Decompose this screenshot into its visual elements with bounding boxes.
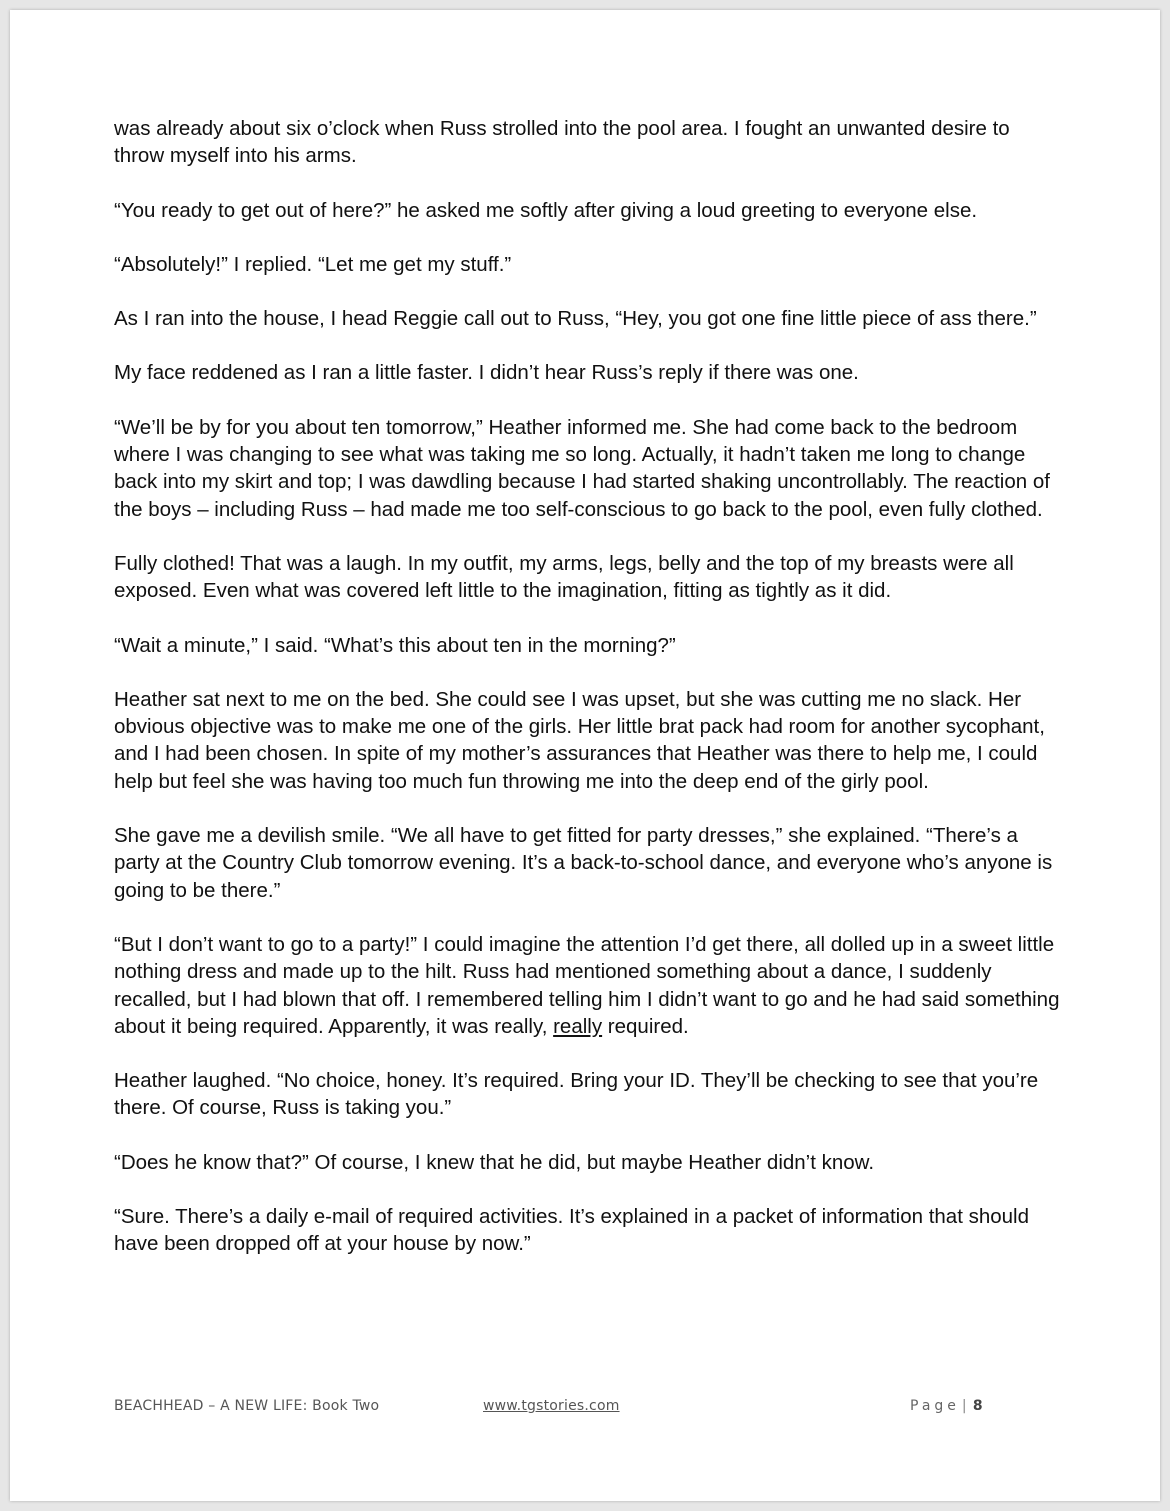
page-label: Page [910,1398,960,1414]
paragraph: “Does he know that?” Of course, I knew that he did, but maybe Heather didn’t know. [114,1150,875,1174]
footer-website-link[interactable]: www.tgstories.com [483,1398,620,1414]
paragraph [114,931,1064,1040]
paragraph: She gave me a devilish smile. “We all have to get fitted for party dresses,” she explained. “There’s a party at the Country Club tomorrow evening. It’s a back-to-school dance, and everyone who’s anyone is going to be there.” [114,824,1053,902]
paragraph: Heather sat next to me on the bed. She could see I was upset, but she was cutting me no slack. Her obvious objective was to make me one of the girls. Her little brat pack had room for another sycophant, and I had been chosen. In spite of my mother’s assurances that Heather was there to help me, I could help but feel she was having too much fun throwing me into the deep end of the girly pool. [114,687,1045,793]
document-page [10,10,1160,1501]
paragraph: Fully clothed! That was a laugh. In my outfit, my arms, legs, belly and the top of my breasts were all exposed. Even what was covered left little to the imagination, fitting as tightly as it did. [114,551,1014,603]
underlined-word: really [553,1014,603,1038]
paragraph: “Sure. There’s a daily e-mail of required activities. It’s explained in a packet of information that should have been dropped off at your house by now.” [114,1205,1030,1256]
paragraph: “Absolutely!” I replied. “Let me get my stuff.” [114,252,512,276]
page-number: 8 [972,1398,983,1414]
paragraph: was already about six o’clock when Russ strolled into the pool area. I fought an unwanted desire to throw myself into his arms. [114,117,1010,168]
paragraph: Heather laughed. “No choice, honey. It’s required. Bring your ID. They’ll be checking to see that you’re there. Of course, Russ is taking you.” [114,1069,1039,1120]
paragraph: “We’ll be by for you about ten tomorrow,” Heather informed me. She had come back to the bedroom where I was changing to see what was taking me so long. Actually, it hadn’t taken me long to change back into my skirt and top; I was dawdling because I had started shaking uncontrollably. The reaction of the boys – including Russ – had made me too self-conscious to go back to the pool, even fully clothed. [114,415,1050,521]
footer-book-title: BEACHHEAD – A NEW LIFE: Book Two [114,1398,380,1414]
paragraph: My face reddened as I ran a little faster. I didn’t hear Russ’s reply if there was one. [114,361,859,385]
paragraph: “Wait a minute,” I said. “What’s this about ten in the morning?” [114,633,676,657]
body-text [114,115,1064,1285]
page-separator: | [961,1398,967,1414]
paragraph: As I ran into the house, I head Reggie call out to Russ, “Hey, you got one fine little piece of ass there.” [114,307,1037,331]
footer-page-indicator [910,1398,983,1414]
paragraph: “You ready to get out of here?” he asked me softly after giving a loud greeting to everyone else. [114,198,978,222]
paragraph-text-before: “But I don’t want to go to a party!” I could imagine the attention I’d get there, all dolled up in a sweet little nothing dress and made up to the hilt. Russ had mentioned something about a dance, I suddenly recalled, but I had blown that off. I remembered telling him I didn’t want to go and he had said something about it being required. Apparently, it was really, [114,932,1060,1038]
paragraph-text-after: required. [602,1014,689,1038]
